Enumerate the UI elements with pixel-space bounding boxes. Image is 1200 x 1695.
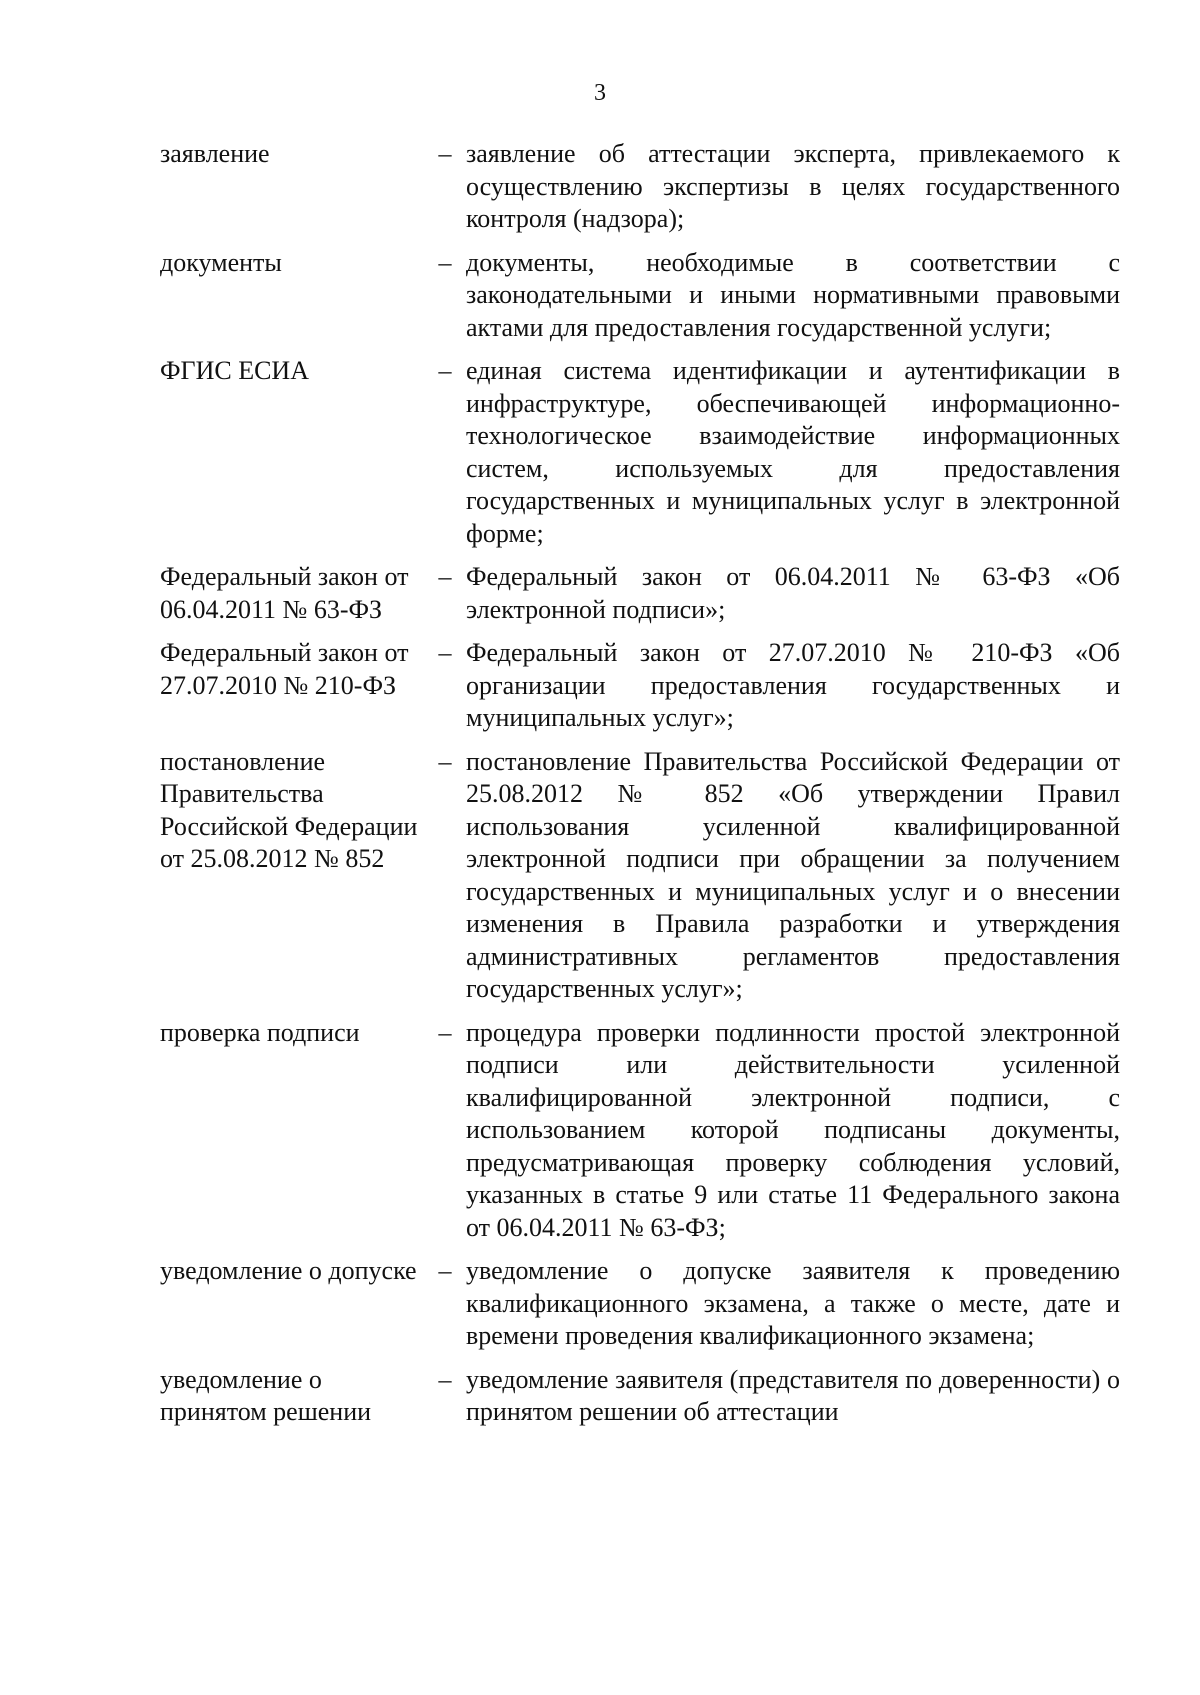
term-definition: уведомление заявителя (представителя по доверенности) о принятом решении об аттестации <box>466 1364 1120 1426</box>
term-name: проверка подписи <box>160 1017 360 1047</box>
definition-row <box>160 1255 1120 1353</box>
term-definition: заявление об аттестации эксперта, привлекаемого к осуществлению экспертизы в целях государственного контроля (надзора); <box>466 139 1120 233</box>
term-definition: документы, необходимые в соответствии с законодательными и иными нормативными правовыми актами для предоставления государственной услуги; <box>466 247 1120 342</box>
definition-row <box>160 138 1120 236</box>
term-name: Федеральный закон от 06.04.2011 № 63-ФЗ <box>160 562 409 624</box>
term-definition: процедура проверки подлинности простой электронной подписи или действительности усиленной квалифицированной электронной подписи, с использованием которой подписаны документы, предусматривающая проверку соблюдения условий, указанных в статье 9 или статье 11 Федерального закона от 06.04.2011 № 63-ФЗ; <box>466 1017 1120 1242</box>
term-dash: – <box>438 356 452 385</box>
term-name: уведомление о принятом решении <box>160 1364 372 1426</box>
term-definition: единая система идентификации и аутентификации в инфраструктуре, обеспечивающей информационно-технологическое взаимодействие информационных систем, используемых для предоставления государственных и муниципальных услуг в электронной форме; <box>466 356 1120 548</box>
term-name: ФГИС ЕСИА <box>160 356 309 385</box>
term-name: постановление Правительства Российской Федерации от 25.08.2012 № 852 <box>160 746 418 873</box>
definition-row <box>160 746 1120 1006</box>
term-dash: – <box>438 1364 452 1394</box>
term-dash: – <box>438 562 452 591</box>
term-definition: постановление Правительства Российской Федерации от 25.08.2012 № 852 «Об утверждении Правил использования усиленной квалифицированной электронной подписи при обращении за получением государственных и муниципальных услуг и о внесении изменения в Правила разработки и утверждения административных регламентов предоставления государственных услуг»; <box>466 746 1120 1003</box>
term-name: документы <box>160 247 282 277</box>
definition-row <box>160 1017 1120 1245</box>
term-dash: – <box>438 1017 452 1047</box>
term-dash: – <box>438 1256 452 1285</box>
term-definition: Федеральный закон от 27.07.2010 № 210-ФЗ «Об организации предоставления государственных и муниципальных услуг»; <box>466 638 1120 732</box>
definition-row <box>160 247 1120 345</box>
definition-row <box>160 637 1120 735</box>
term-definition: Федеральный закон от 06.04.2011 № 63-ФЗ «Об электронной подписи»; <box>466 562 1120 624</box>
term-dash: – <box>438 638 452 667</box>
term-dash: – <box>438 746 452 776</box>
definitions-list <box>160 138 1120 1429</box>
term-definition: уведомление о допуске заявителя к проведению квалификационного экзамена, а также о месте, дате и времени проведения квалификационного экзамена; <box>466 1256 1120 1350</box>
term-dash: – <box>438 247 452 277</box>
term-name: уведомление о допуске <box>160 1256 417 1285</box>
definition-row <box>160 561 1120 626</box>
definition-row <box>160 1364 1120 1429</box>
page-number: 3 <box>594 80 606 106</box>
term-name: Федеральный закон от 27.07.2010 № 210-ФЗ <box>160 638 409 700</box>
term-name: заявление <box>160 139 270 168</box>
term-dash: – <box>438 139 452 168</box>
definition-row <box>160 355 1120 550</box>
